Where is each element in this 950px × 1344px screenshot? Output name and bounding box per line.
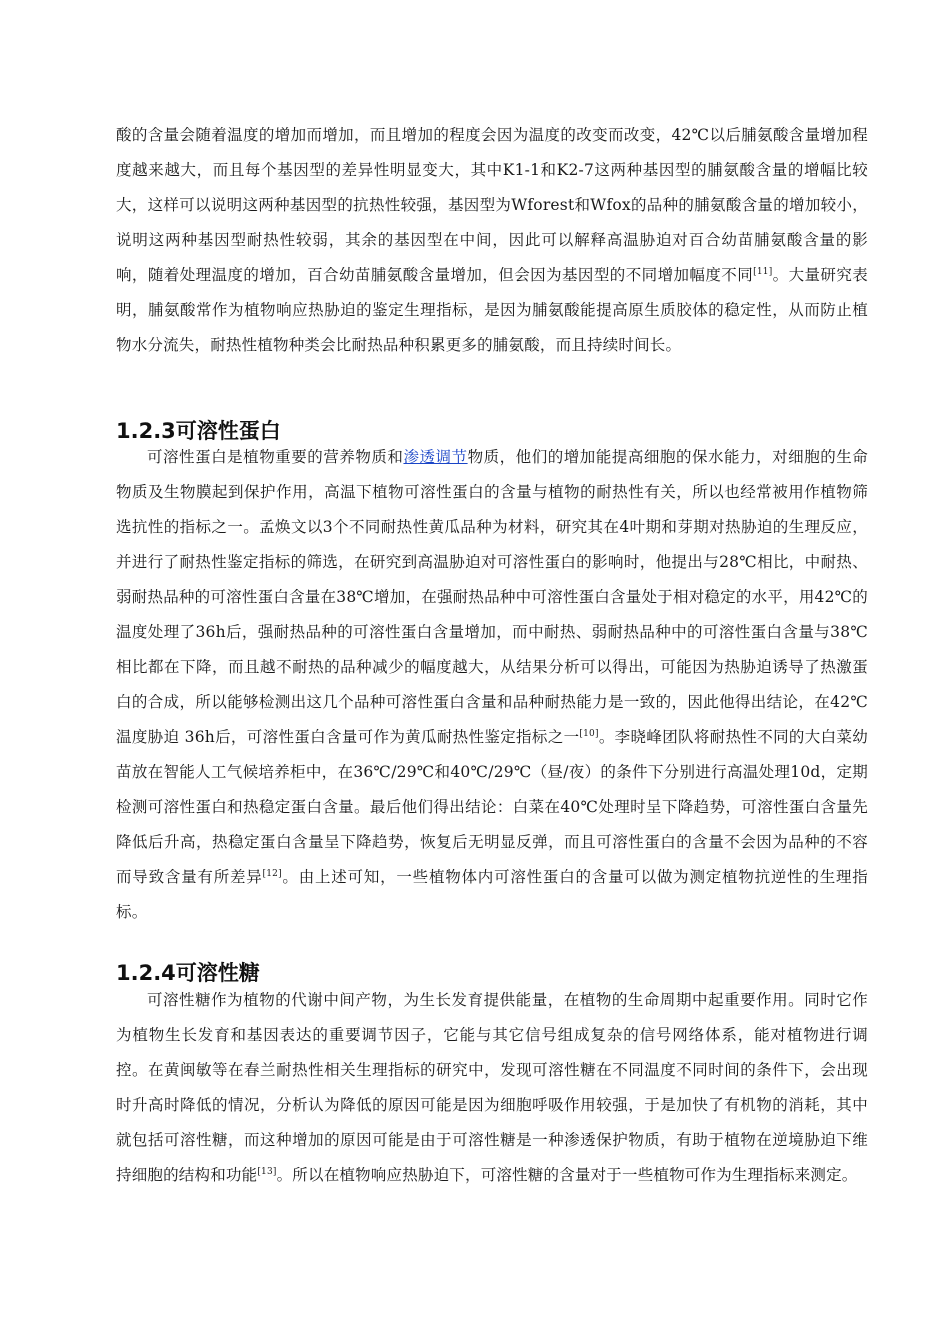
section-heading-soluble-protein: 1.2.3可溶性蛋白 [116, 419, 281, 443]
paragraph-text: 。李晓峰团队将耐热性不同的大白菜幼苗放在智能人工气候培养柜中，在36℃/29℃和40℃/29℃（昼/夜）的条件下分别进行高温处理10d，定期检测可溶性蛋白和热稳定蛋白含量。最后他们得出结论：白菜在40℃处理时呈下降趋势，可溶性蛋白含量先降低后升高，热稳定蛋白含量呈下降趋势，恢复后无明显反弹，而且可溶性蛋白的含量不会因为品种的不容而导致含量有所差异 [116, 728, 868, 886]
paragraph-proline [116, 118, 868, 363]
paragraph-text: 物质，他们的增加能提高细胞的保水能力，对细胞的生命物质及生物膜起到保护作用，高温下植物可溶性蛋白的含量与植物的耐热性有关，所以也经常被用作植物筛选抗性的指标之一。孟焕文以3个不同耐热性黄瓜品种为材料，研究其在4叶期和芽期对热胁迫的生理反应，并进行了耐热性鉴定指标的筛选，在研究到高温胁迫对可溶性蛋白的影响时，他提出与28℃相比，中耐热、弱耐热品种的可溶性蛋白含量在38℃增加，在强耐热品种中可溶性蛋白含量处于相对稳定的水平，用42℃的温度处理了36h后，强耐热品种的可溶性蛋白含量增加，而中耐热、弱耐热品种中的可溶性蛋白含量与38℃相比都在下降，而且越不耐热的品种减少的幅度越大，从结果分析可以得出，可能因为热胁迫诱导了热激蛋白的合成，所以能够检测出这几个品种可溶性蛋白含量和品种耐热能力是一致的，因此他得出结论，在42℃温度胁迫 36h后，可溶性蛋白含量可作为黄瓜耐热性鉴定指标之一 [116, 448, 868, 746]
citation: [12] [262, 868, 282, 879]
citation: [13] [257, 1166, 277, 1177]
paragraph-soluble-protein [116, 440, 868, 930]
paragraph-text: 。大量研究表明，脯氨酸常作为植物响应热胁迫的鉴定生理指标，是因为脯氨酸能提高原生质胶体的稳定性，从而防止植物水分流失，耐热性植物种类会比耐热品种积累更多的脯氨酸，而且持续时间长。 [116, 266, 868, 354]
paragraph-text: 。由上述可知，一些植物体内可溶性蛋白的含量可以做为测定植物抗逆性的生理指标。 [116, 868, 868, 921]
paragraph-text: 酸的含量会随着温度的增加而增加，而且增加的程度会因为温度的改变而改变，42℃以后脯氨酸含量增加程度越来越大，而且每个基因型的差异性明显变大，其中K1-1和K2-7这两种基因型的脯氨酸含量的增幅比较大，这样可以说明这两种基因型的抗热性较强，基因型为Wforest和Wfox的品种的脯氨酸含量的增加较小，说明这两种基因型耐热性较弱，其余的基因型在中间，因此可以解释高温胁迫对百合幼苗脯氨酸含量的影响，随着处理温度的增加，百合幼苗脯氨酸含量增加，但会因为基因型的不同增加幅度不同 [116, 126, 868, 284]
section-heading-soluble-sugar: 1.2.4可溶性糖 [116, 961, 260, 985]
paragraph-text: 可溶性糖作为植物的代谢中间产物，为生长发育提供能量，在植物的生命周期中起重要作用。同时它作为植物生长发育和基因表达的重要调节因子，它能与其它信号组成复杂的信号网络体系，能对植物进行调控。在黄闽敏等在春兰耐热性相关生理指标的研究中，发现可溶性糖在不同温度不同时间的条件下，会出现时升高时降低的情况，分析认为降低的原因可能是因为细胞呼吸作用较强，于是加快了有机物的消耗，其中就包括可溶性糖，而这种增加的原因可能是由于可溶性糖是一种渗透保护物质，有助于植物在逆境胁迫下维持细胞的结构和功能 [116, 991, 868, 1184]
citation: [11] [753, 266, 773, 277]
paragraph-soluble-sugar [116, 983, 868, 1193]
paragraph-text: 可溶性蛋白是植物重要的营养物质和 [147, 448, 404, 466]
paragraph-text: 。所以在植物响应热胁迫下，可溶性糖的含量对于一些植物可作为生理指标来测定。 [276, 1166, 858, 1184]
osmotic-regulation-link[interactable]: 渗透调节 [403, 448, 468, 466]
citation: [10] [579, 728, 599, 739]
